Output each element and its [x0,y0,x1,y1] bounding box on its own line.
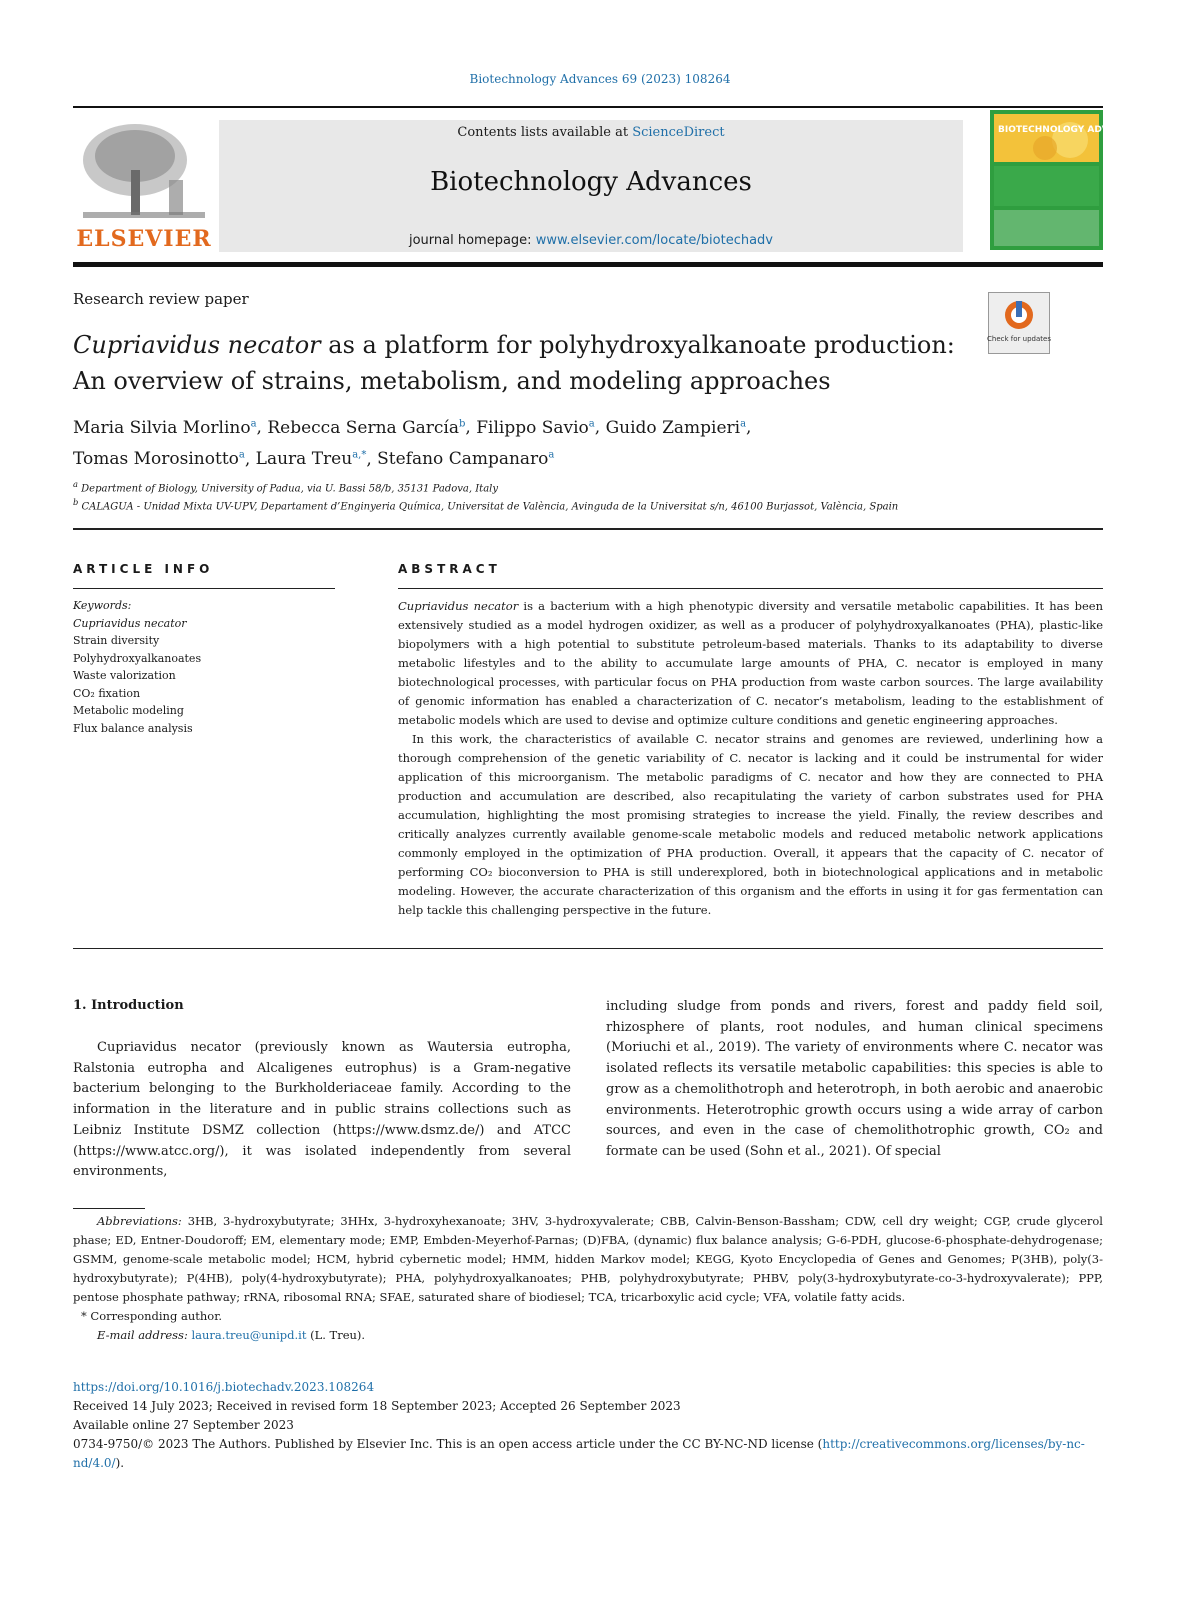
intro-paragraph-1-cont: including sludge from ponds and rivers, forest and paddy field soil, rhizosphere of plants, root nodules, and human clinical specimens (Moriuchi et al., 2019). The variety of environments where C. necator was isolated reflects its versatile metabolic capabilities: this species is able to grow as a chemolithotroph and heterotroph, in both aerobic and anaerobic environments. Heterotrophic growth occurs using a wide array of carbon sources, and even in the case of chemolithotrophic growth, CO₂ and formate can be used (Sohn et al., 2021). Of special [606,999,1103,1159]
cover-title: BIOTECHNOLOGY ADVANCES [998,125,1142,135]
received-dates: Received 14 July 2023; Received in revised form 18 September 2023; Accepted 26 September 2023 [73,1399,681,1413]
elsevier-wordmark: ELSEVIER [76,226,212,252]
abbreviations-footnote [73,1212,1103,1345]
author-4[interactable]: Guido Zampieri$^a$ [605,417,747,438]
keyword-item: Cupriavidus necator [73,616,187,630]
author-2[interactable]: Rebecca Serna García$^b$ [267,417,466,438]
keywords-label: Keywords: [73,599,132,612]
keyword-item: CO₂ fixation [73,686,141,700]
intro-left-column [73,1038,571,1183]
keywords-block [73,597,335,737]
author-7[interactable]: Stefano Campanaro$^a$ [377,449,555,470]
intro-paragraph-1: Cupriavidus necator (previously known as Wautersia eutropha, Ralstonia eutropha and Alcaligenes eutrophus) is a Gram-negative bacterium belonging to the Burkholderiaceae family. According to the information in the literature and in public strains collections such as Leibniz Institute DSMZ collection (https://www.dsmz.de/) and ATCC (https://www.atcc.org/), it was isolated independently from several environments, [73,1040,571,1180]
license-link[interactable]: http://creativecommons.org/licenses/by-nc-nd/4.0/ [73,1437,1085,1470]
abbreviations-label: Abbreviations: [97,1214,182,1228]
abstract-paragraph-2: In this work, the characteristics of available C. necator strains and genomes are reviewed, underlining how a thorough comprehension of the genetic variability of C. necator is lacking and it could be instrumental for wider application of this microorganism. The metabolic paradigms of C. necator and how they are connected to PHA production and accumulation are described, also recapitulating the variety of carbon substrates used for PHA accumulation, highlighting the most promising strategies to increase the yield. Finally, the review describes and critically analyzes currently available genome-scale metabolic models and reduced metabolic network applications commonly employed in the optimization of PHA production. Overall, it appears that the capacity of C. necator of performing CO₂ bioconversion to PHA is still underexplored, both in biotechnological applications and in metabolic modeling. However, the accurate characterization of this organism and the efforts in using it for gas fermentation can help tackle this challenging perspective in the future. [398,732,1103,917]
elsevier-logo[interactable] [73,120,215,252]
keyword-item: Metabolic modeling [73,704,184,717]
paper-type: Research review paper [73,290,249,308]
keyword-item: Polyhydroxyalkanoates [73,651,202,665]
author-3[interactable]: Filippo Savio$^a$ [476,417,595,438]
doi-link[interactable]: https://doi.org/10.1016/j.biotechadv.2023.108264 [73,1380,375,1394]
abstract-body [398,597,1103,920]
homepage-link[interactable]: www.elsevier.com/locate/biotechadv [535,233,774,248]
crossmark-icon [989,293,1049,353]
affiliation-a: $^a$ Department of Biology, University of Padua, via U. Bassi 58/b, 35131 Padova, Italy [73,479,499,495]
title-organism: Cupriavidus necator [73,331,321,359]
masthead-bottom-rule [73,262,1103,267]
email-link[interactable]: laura.treu@unipd.it [191,1328,307,1342]
abbreviations-text: 3HB, 3-hydroxybutyrate; 3HHx, 3-hydroxyhexanoate; 3HV, 3-hydroxyvalerate; CBB, Calvin-Benson-Bassham; CDW, cell dry weight; CGP, crude glycerol phase; ED, Entner-Doudoroff; EM, elementary mode; EMP, Embden-Meyerhof-Parnas; (D)FBA, (dynamic) flux balance analysis; G-6-PDH, glucose-6-phosphate-dehydrogenase; GSMM, genome-scale metabolic model; HCM, hybrid cybernetic model; HMM, hidden Markov model; KEGG, Kyoto Encyclopedia of Genes and Genomes; P(3HB), poly(3-hydroxybutyrate); P(4HB), poly(4-hydroxybutyrate); PHA, polyhydroxyalkanoates; PHB, polyhydroxybutyrate; PHBV, poly(3-hydroxybutyrate-co-3-hydroxyvalerate); PPP, pentose phosphate pathway; rRNA, ribosomal RNA; SFAE, saturated share of biodiesel; TCA, tricarboxylic acid cycle; VFA, volatile fatty acids. [73,1214,1103,1304]
corresponding-author-note: * Corresponding author. [81,1309,223,1323]
author-6[interactable]: Laura Treu$^{a,*}$ [255,449,367,470]
journal-title: Biotechnology Advances [430,167,752,197]
author-list: Maria Silvia Morlino$^a$, Rebecca Serna García$^b$, Filippo Savio$^a$, Guido Zampieri$^a$, Tomas Morosinotto$^a$, Laura Treu$^{a,*}$, Stefano Campanaro$^a$ [73,417,752,470]
journal-cover-image[interactable] [990,110,1142,250]
sciencedirect-link[interactable]: ScienceDirect [632,125,725,140]
email-line: E-mail address: laura.treu@unipd.it (L. Treu). [97,1328,366,1342]
homepage-line [219,233,963,248]
article-title [73,327,973,399]
author-1[interactable]: Maria Silvia Morlino$^a$ [73,417,257,438]
author-5[interactable]: Tomas Morosinotto$^a$ [73,449,245,470]
contents-line [219,125,963,140]
abstract-rule [398,588,1103,589]
check-for-updates-badge[interactable] [988,292,1050,354]
article-info-rule [73,588,335,589]
contents-prefix: Contents lists available at [457,125,633,140]
abstract-bottom-rule [73,948,1103,949]
publication-info [73,1378,1103,1473]
running-title[interactable]: Biotechnology Advances 69 (2023) 108264 [469,72,731,86]
homepage-prefix: journal homepage: [408,233,536,248]
keyword-item: Flux balance analysis [73,721,193,735]
available-online: Available online 27 September 2023 [73,1418,294,1432]
crossmark-label: Check for updates [987,335,1051,343]
abstract-heading: ABSTRACT [398,562,501,576]
header-top-rule [73,106,1103,108]
keyword-item: Strain diversity [73,634,160,647]
journal-masthead [219,120,963,252]
footnote-rule [73,1208,145,1209]
article-info-heading: ARTICLE INFO [73,562,214,576]
intro-right-column [606,997,1103,1163]
keyword-item: Waste valorization [73,669,176,682]
affiliation-b: $^b$ CALAGUA - Unidad Mixta UV-UPV, Departament d’Enginyeria Química, Universitat de València, Avinguda de la Universitat s/n, 46100 Burjassot, València, Spain [73,497,899,513]
abstract-paragraph-1: Cupriavidus necator is a bacterium with a high phenotypic diversity and versatile metabolic capabilities. It has been extensively studied as a model hydrogen oxidizer, as well as a producer of polyhydroxyalkanoates (PHA), plastic-like biopolymers with a high potential to substitute petroleum-based materials. Thanks to its adaptability to diverse metabolic lifestyles and to the ability to accumulate large amounts of PHA, C. necator is employed in many biotechnological processes, with particular focus on PHA production from waste carbon sources. The large availability of genomic information has enabled a characterization of C. necator’s metabolism, leading to the establishment of metabolic models which are used to devise and optimize culture conditions and genetic engineering approaches. [398,599,1104,727]
affiliation-rule [73,528,1103,530]
cover-art-icon [990,110,1142,250]
license-line: 0734-9750/© 2023 The Authors. Published by Elsevier Inc. This is an open access article under the CC BY-NC-ND license (http://creativecommons.org/licenses/by-nc-nd/4.0/). [73,1437,1085,1470]
elsevier-tree-icon [73,120,215,225]
title-text: as a platform for polyhydroxyalkanoate production: An overview of strains, metabolism, and modeling approaches [73,331,955,395]
section-heading-introduction: 1. Introduction [73,998,184,1013]
